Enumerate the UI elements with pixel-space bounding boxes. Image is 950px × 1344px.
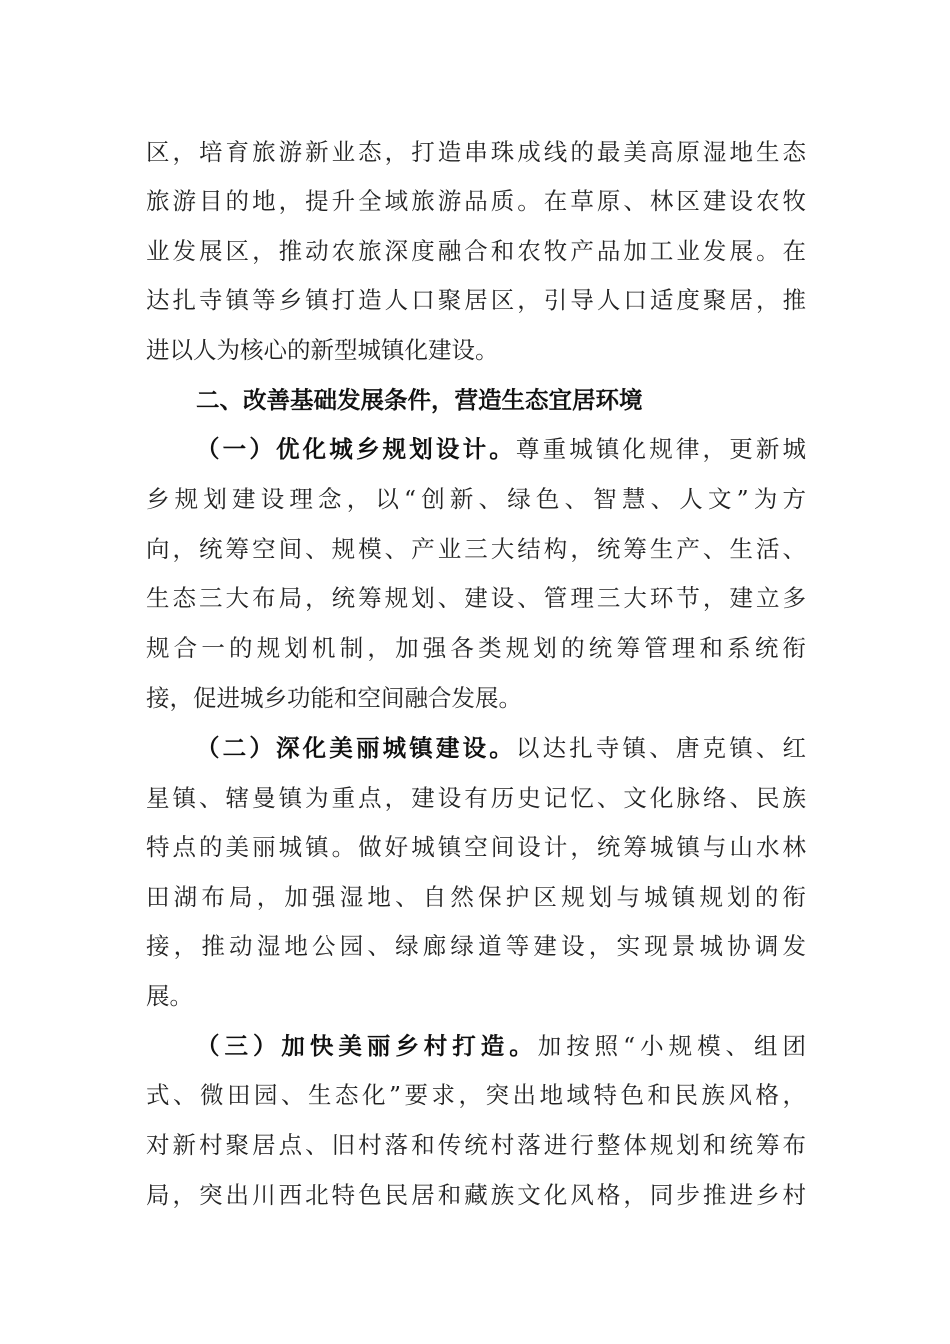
paragraph-lead: （一）优化城乡规划设计。 xyxy=(196,435,516,463)
text-line: 区，培育旅游新业态，打造串珠成线的最美高原湿地生态 xyxy=(146,138,806,166)
paragraph-lead: （三）加快美丽乡村打造。 xyxy=(196,1032,538,1060)
text-line: 乡规划建设理念，以“创新、绿色、智慧、人文”为方 xyxy=(146,485,806,513)
text-line: 向，统筹空间、规模、产业三大结构，统筹生产、生活、 xyxy=(146,535,806,563)
text-line: 式、微田园、生态化”要求，突出地域特色和民族风格， xyxy=(146,1081,806,1109)
paragraph-first-line xyxy=(196,434,806,464)
text-line: 生态三大布局，统筹规划、建设、管理三大环节，建立多 xyxy=(146,584,806,612)
text-line: 接，促进城乡功能和空间融合发展。 xyxy=(146,684,522,712)
paragraph-first-line-text: 尊重城镇化规律，更新城 xyxy=(515,435,807,463)
paragraph-first-line xyxy=(196,733,806,763)
text-line: 旅游目的地，提升全域旅游品质。在草原、林区建设农牧 xyxy=(146,187,806,215)
text-line: 规合一的规划机制，加强各类规划的统筹管理和系统衔 xyxy=(146,634,806,662)
text-line: 进以人为核心的新型城镇化建设。 xyxy=(146,336,499,364)
text-line: 展。 xyxy=(146,982,193,1010)
text-line: 特点的美丽城镇。做好城镇空间设计，统筹城镇与山水林 xyxy=(146,833,806,861)
paragraph-first-line-text: 以达扎寺镇、唐克镇、红 xyxy=(515,734,807,762)
text-line: 对新村聚居点、旧村落和传统村落进行整体规划和统筹布 xyxy=(146,1131,806,1159)
text-line: 星镇、辖曼镇为重点，建设有历史记忆、文化脉络、民族 xyxy=(146,784,806,812)
section-heading: 二、改善基础发展条件，营造生态宜居环境 xyxy=(196,386,643,414)
paragraph-lead: （二）深化美丽城镇建设。 xyxy=(196,734,516,762)
paragraph-first-line xyxy=(196,1031,806,1061)
paragraph-first-line-text: 加按照“小规模、组团 xyxy=(537,1032,807,1060)
text-line: 田湖布局，加强湿地、自然保护区规划与城镇规划的衔 xyxy=(146,883,806,911)
text-line: 局，突出川西北特色民居和藏族文化风格，同步推进乡村 xyxy=(146,1181,806,1209)
text-line: 业发展区，推动农旅深度融合和农牧产品加工业发展。在 xyxy=(146,237,806,265)
text-line: 达扎寺镇等乡镇打造人口聚居区，引导人口适度聚居，推 xyxy=(146,286,806,314)
text-line: 接，推动湿地公园、绿廊绿道等建设，实现景城协调发 xyxy=(146,932,806,960)
